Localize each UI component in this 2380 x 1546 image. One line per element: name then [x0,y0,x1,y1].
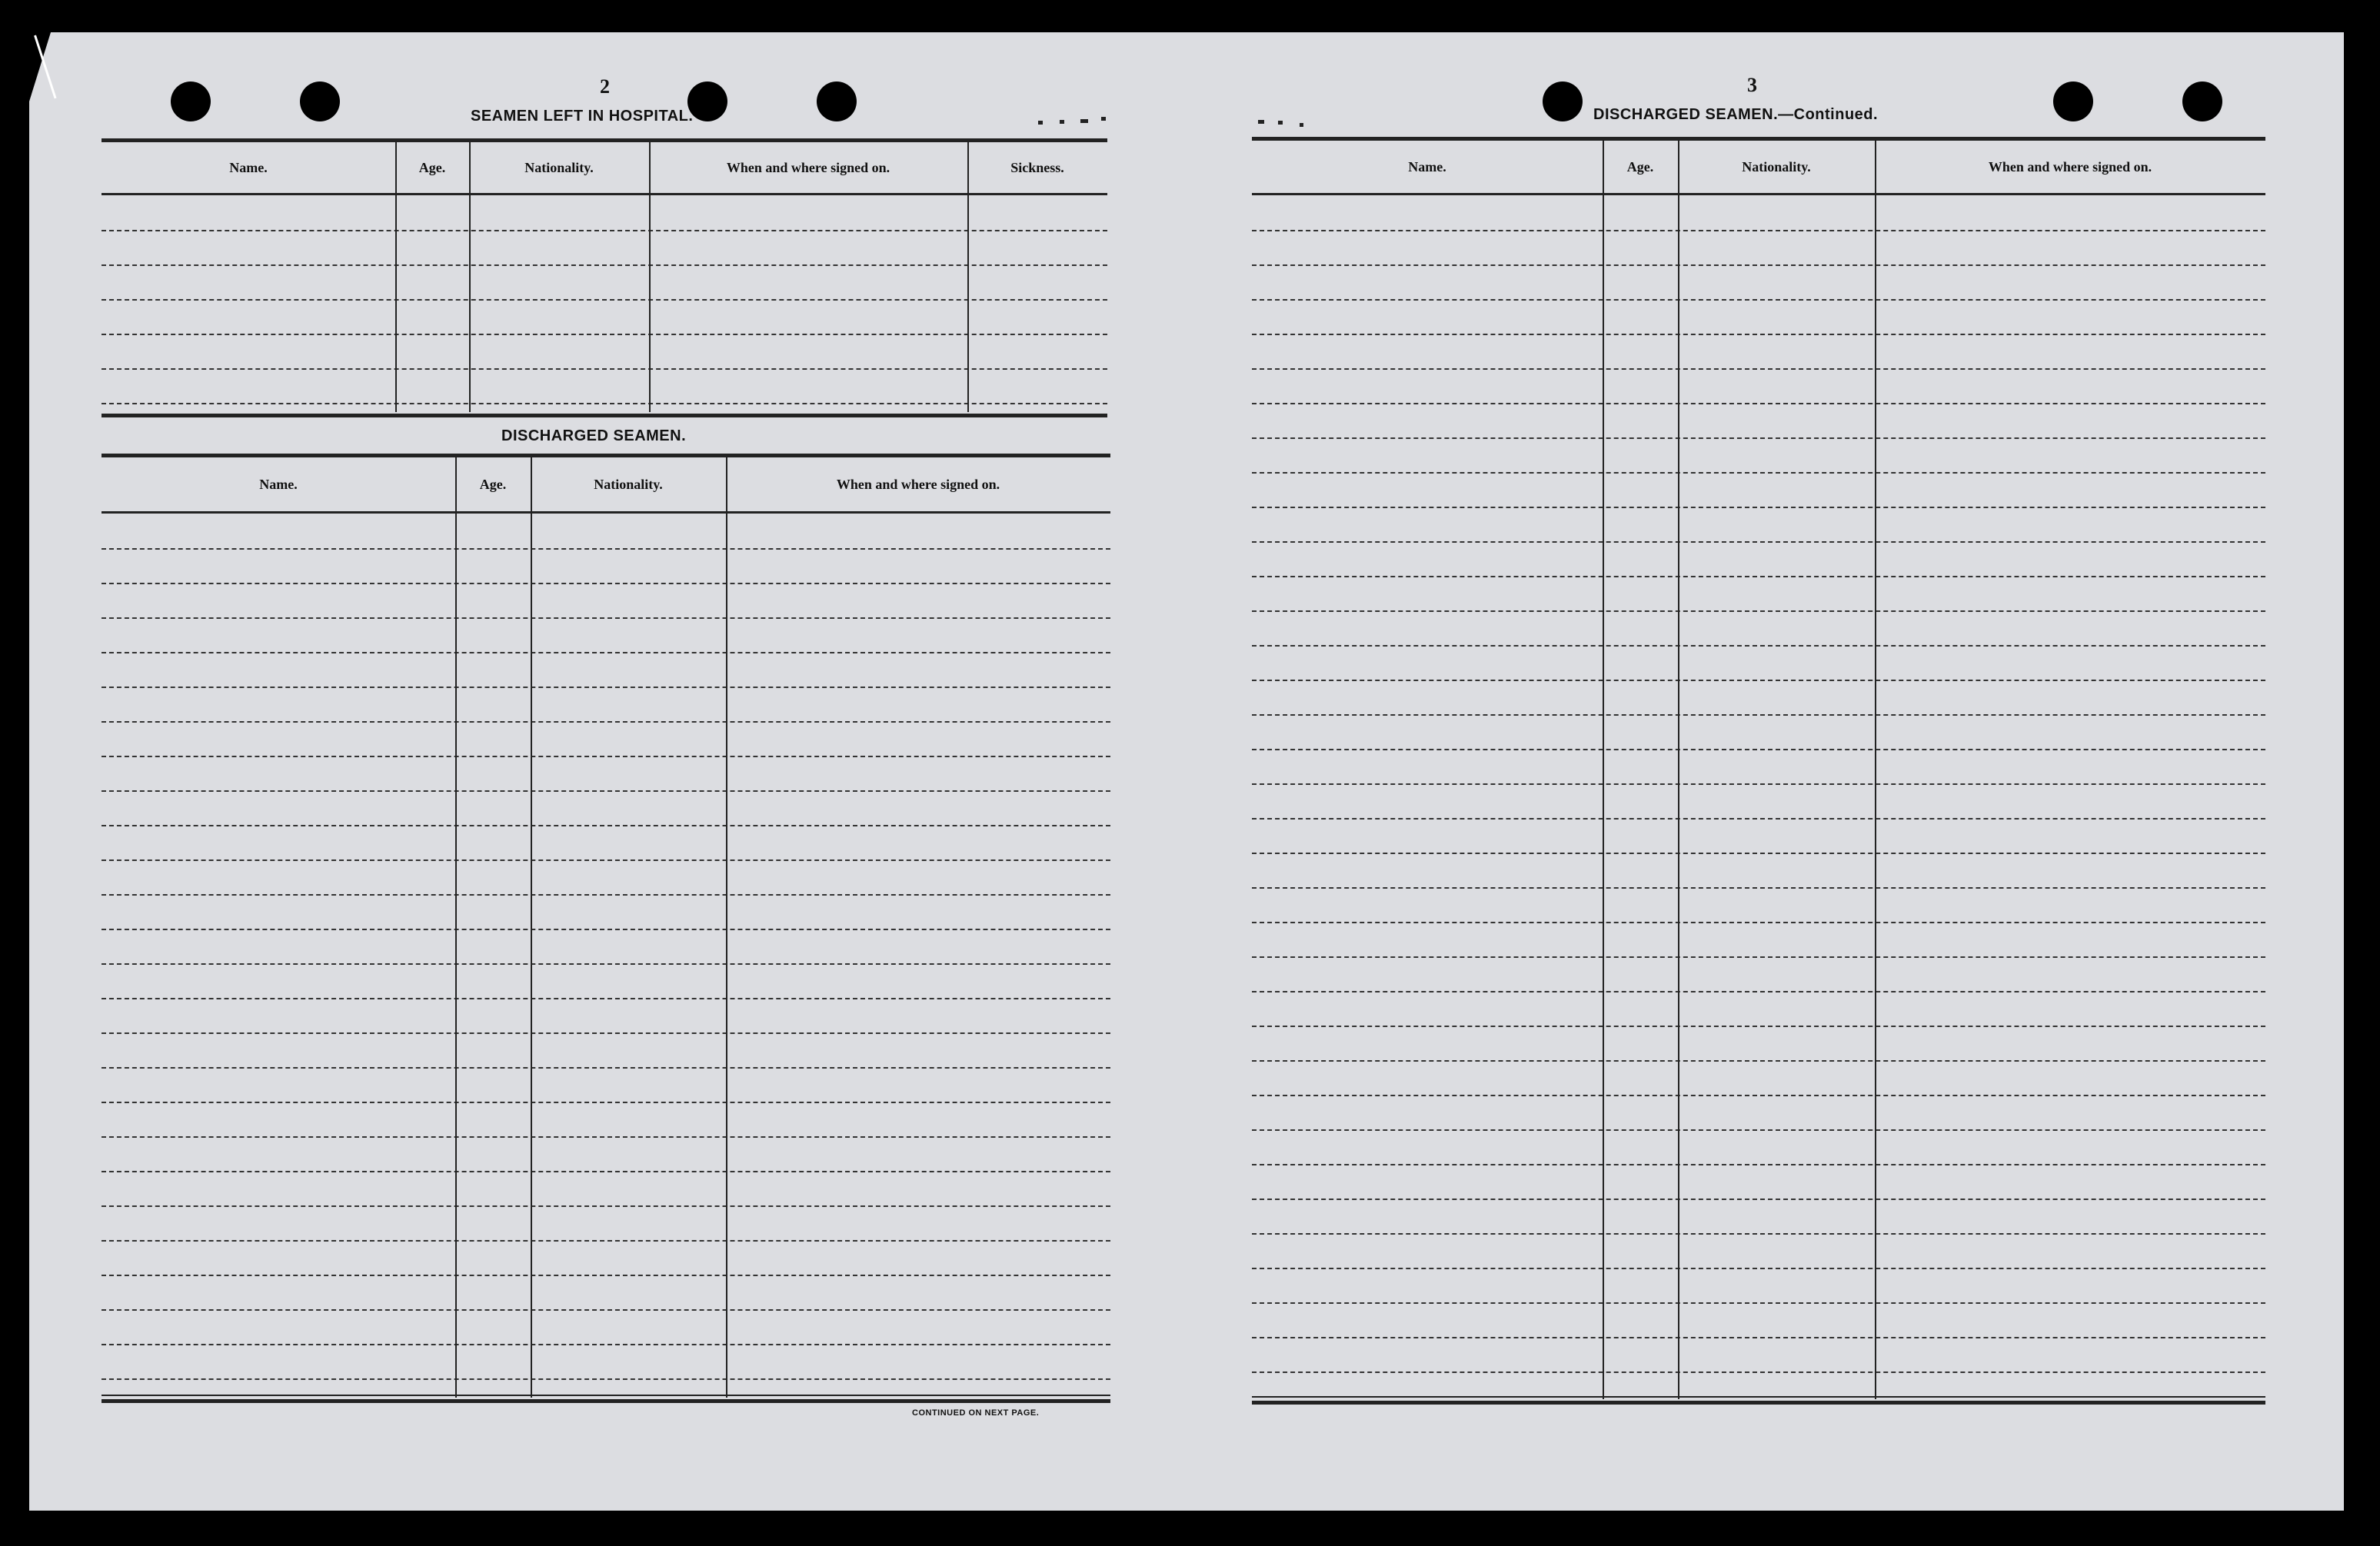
table-row [102,1032,1110,1034]
column-divider [1603,141,1604,1399]
column-divider [726,457,727,1398]
column-divider [1678,141,1679,1399]
discharged-section-title: DISCHARGED SEAMEN. [501,427,687,444]
page-number: 3 [1747,74,1757,96]
table-row [1252,749,2265,750]
page-number: 2 [600,75,610,98]
table-row [102,1136,1110,1138]
column-header: Age. [1626,158,1654,175]
bottom-rule [102,414,1107,417]
table-row [1252,922,2265,923]
table-row [102,617,1110,619]
bottom-rule [102,1399,1110,1403]
table-row [1252,368,2265,370]
table-row [102,1275,1110,1276]
table-row [1252,645,2265,647]
discharged-continued-title: DISCHARGED SEAMEN.—Continued. [1593,106,1879,123]
column-divider [1875,141,1876,1399]
table-row [102,1240,1110,1242]
table-header-row [102,142,1107,193]
table-row [1252,541,2265,543]
ink-speck [1060,120,1064,124]
table-row [1252,1026,2265,1027]
table-row [102,1171,1110,1172]
bottom-rule [1252,1396,2265,1398]
table-row [1252,991,2265,992]
table-row [1252,714,2265,716]
table-row [1252,403,2265,404]
header-rule [1252,193,2265,195]
table-row [1252,230,2265,231]
table-row [1252,853,2265,854]
ink-speck [1101,117,1106,121]
hospital-table [102,138,1107,418]
table-row [1252,264,2265,266]
table-row [102,368,1107,370]
table-row [1252,610,2265,612]
table-row [1252,1337,2265,1338]
column-header: When and where signed on. [1988,158,2152,175]
header-rule [102,511,1110,514]
table-row [102,1344,1110,1345]
table-row [102,963,1110,965]
table-row [102,334,1107,335]
punch-hole [2182,81,2222,121]
bottom-rule [102,1395,1110,1396]
column-divider [469,142,471,412]
column-divider [455,457,457,1398]
column-header: Nationality. [594,476,663,492]
table-row [1252,334,2265,335]
table-row [102,825,1110,826]
hospital-section-title: SEAMEN LEFT IN HOSPITAL. [471,108,694,125]
ink-speck [1278,121,1283,125]
table-row [1252,1060,2265,1062]
table-row [1252,783,2265,785]
table-row [1252,1371,2265,1373]
table-row [102,230,1107,231]
table-row [102,1067,1110,1069]
table-row [1252,576,2265,577]
discharged-table-left [102,454,1110,1404]
column-header: When and where signed on. [726,159,890,175]
table-row [1252,818,2265,820]
bottom-rule [1252,1401,2265,1405]
table-row [1252,1268,2265,1269]
column-header: Name. [259,476,298,492]
table-row [1252,507,2265,508]
table-row [102,894,1110,896]
column-header: Name. [229,159,268,175]
ink-speck [1038,121,1043,125]
table-row [102,1309,1110,1311]
ink-speck [1300,123,1303,127]
table-row [1252,437,2265,439]
punch-hole [1543,81,1583,121]
table-row [1252,299,2265,301]
table-row [1252,680,2265,681]
ink-speck [1080,119,1088,123]
column-header: Age. [418,159,446,175]
table-row [102,403,1107,404]
table-row [102,583,1110,584]
table-row [1252,1164,2265,1165]
table-row [102,859,1110,861]
table-row [102,652,1110,653]
table-header-row [102,457,1110,511]
table-row [1252,1095,2265,1096]
column-header: Sickness. [1010,159,1064,175]
continued-footer: CONTINUED ON NEXT PAGE. [912,1408,1040,1418]
folded-corner [29,32,51,101]
table-row [1252,887,2265,889]
table-row [102,1378,1110,1380]
column-header: Nationality. [1742,158,1811,175]
table-row [1252,1199,2265,1200]
table-row [1252,472,2265,474]
punch-hole [687,81,727,121]
table-row [102,548,1110,550]
discharged-table-right [1252,137,2265,1405]
column-divider [395,142,397,412]
table-row [1252,1129,2265,1131]
column-header: When and where signed on. [836,476,1000,492]
table-row [102,721,1110,723]
column-divider [967,142,969,412]
table-row [102,1205,1110,1207]
punch-hole [2053,81,2093,121]
table-row [1252,1302,2265,1304]
table-row [102,929,1110,930]
punch-hole [300,81,340,121]
column-divider [649,142,651,412]
column-header: Name. [1408,158,1446,175]
table-row [1252,956,2265,958]
ink-speck [1258,120,1264,124]
table-row [102,264,1107,266]
table-row [102,1102,1110,1103]
column-header: Age. [479,476,507,492]
table-row [102,299,1107,301]
table-row [102,687,1110,688]
column-header: Nationality. [524,159,594,175]
table-row [1252,1233,2265,1235]
table-header-row [1252,141,2265,193]
punch-hole [171,81,211,121]
table-row [102,790,1110,792]
column-divider [531,457,532,1398]
table-row [102,756,1110,757]
table-row [102,998,1110,999]
punch-hole [817,81,857,121]
header-rule [102,193,1107,195]
